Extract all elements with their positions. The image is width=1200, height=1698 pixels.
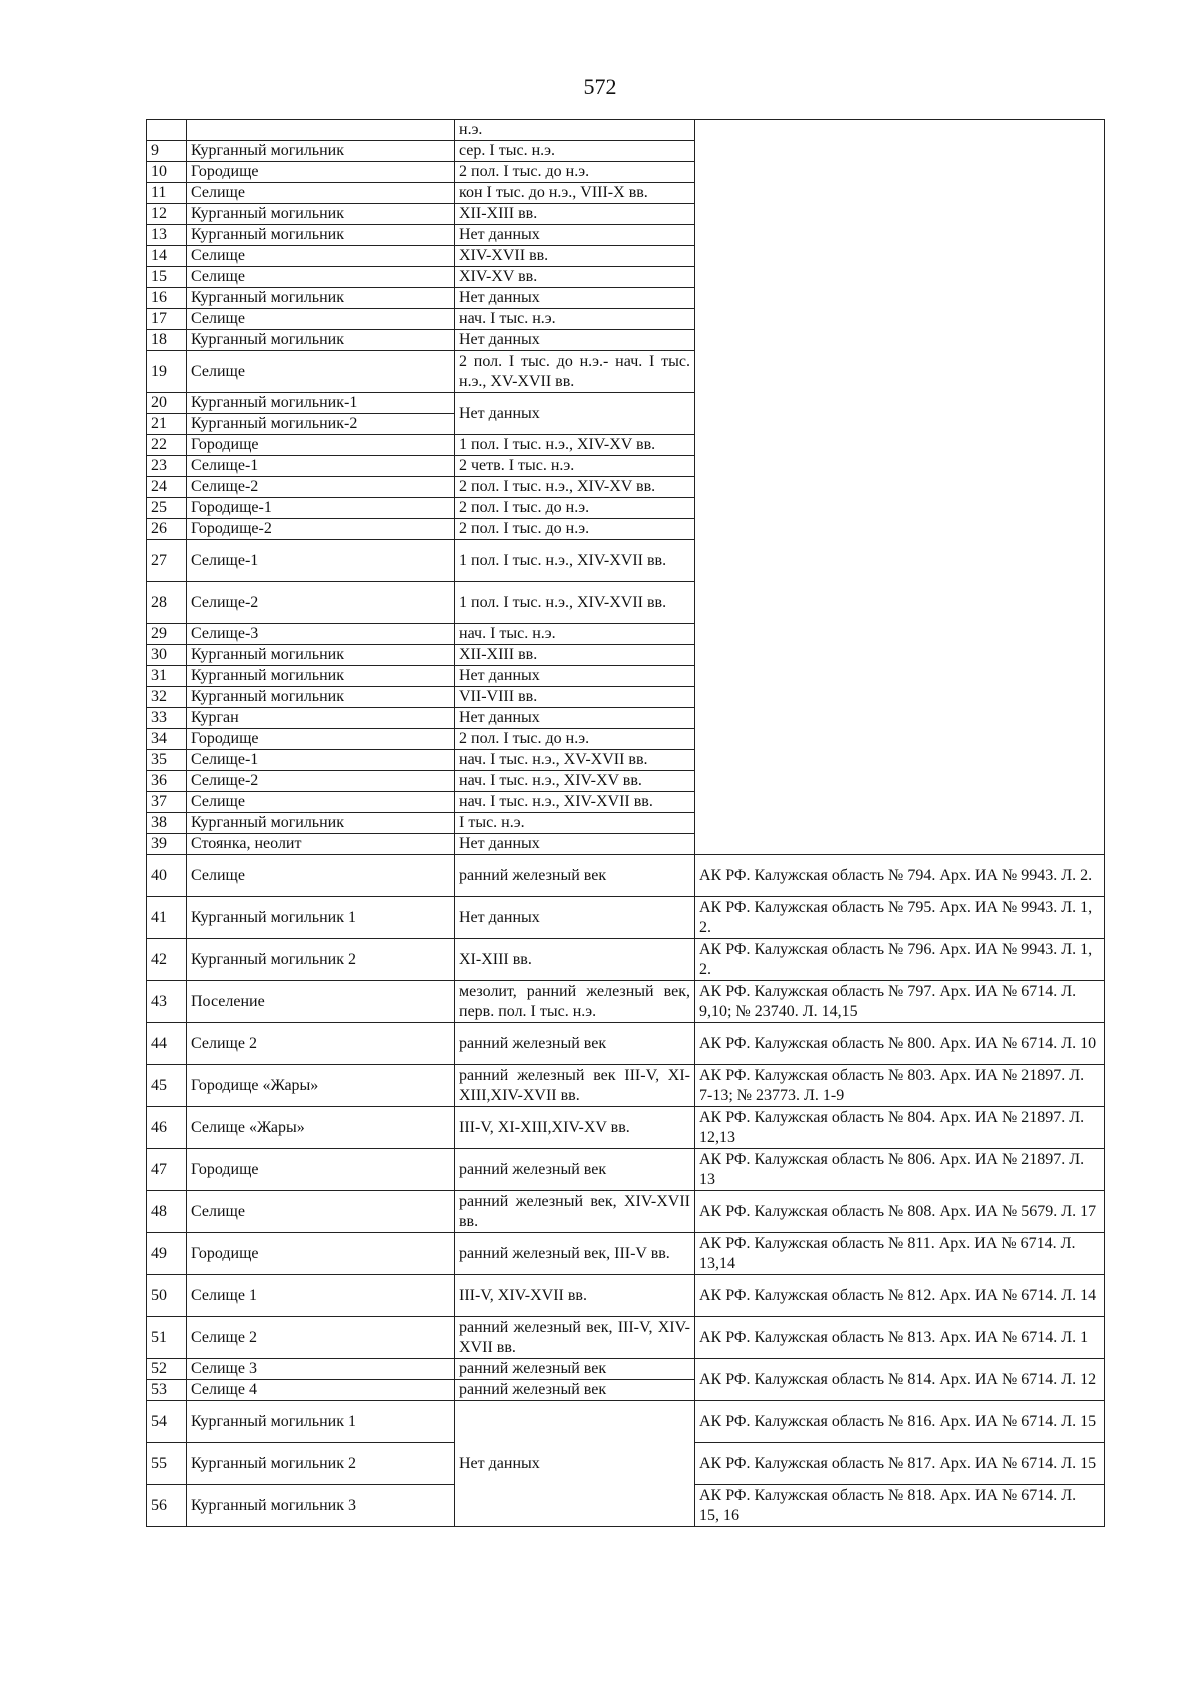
row-number: 29 <box>147 624 187 645</box>
site-source: АК РФ. Калужская область № 803. Арх. ИА № 21897. Л. 7-13; № 23773. Л. 1-9 <box>695 1065 1105 1107</box>
row-number: 25 <box>147 498 187 519</box>
site-date: ранний железный век, III-V, XIV-XVII вв. <box>455 1317 695 1359</box>
row-number <box>147 120 187 141</box>
table-row <box>147 1065 1105 1107</box>
row-number: 11 <box>147 183 187 204</box>
site-name: Селище-1 <box>187 456 455 477</box>
site-name: Курганный могильник 2 <box>187 939 455 981</box>
site-date: нач. I тыс. н.э. <box>455 309 695 330</box>
site-name: Городище-2 <box>187 519 455 540</box>
site-date: 2 пол. I тыс. до н.э. <box>455 729 695 750</box>
site-name: Городище <box>187 162 455 183</box>
site-source: АК РФ. Калужская область № 796. Арх. ИА № 9943. Л. 1, 2. <box>695 939 1105 981</box>
site-name: Селище <box>187 351 455 393</box>
row-number: 27 <box>147 540 187 582</box>
table-row <box>147 939 1105 981</box>
row-number: 49 <box>147 1233 187 1275</box>
row-number: 43 <box>147 981 187 1023</box>
row-number: 39 <box>147 834 187 855</box>
site-date: III-V, XIV-XVII вв. <box>455 1275 695 1317</box>
row-number: 9 <box>147 141 187 162</box>
site-name: Курган <box>187 708 455 729</box>
site-name: Селище 4 <box>187 1380 455 1401</box>
site-date: нач. I тыс. н.э. <box>455 624 695 645</box>
site-source: АК РФ. Калужская область № 794. Арх. ИА № 9943. Л. 2. <box>695 855 1105 897</box>
row-number: 15 <box>147 267 187 288</box>
row-number: 48 <box>147 1191 187 1233</box>
site-date: 1 пол. I тыс. н.э., XIV-XVII вв. <box>455 582 695 624</box>
site-source: АК РФ. Калужская область № 812. Арх. ИА № 6714. Л. 14 <box>695 1275 1105 1317</box>
row-number: 30 <box>147 645 187 666</box>
site-name: Селище-2 <box>187 477 455 498</box>
page-number: 572 <box>583 74 617 99</box>
row-number: 13 <box>147 225 187 246</box>
row-number: 20 <box>147 393 187 414</box>
table-row <box>147 1233 1105 1275</box>
site-date: ранний железный век III-V, XI-XIII,XIV-XVII вв. <box>455 1065 695 1107</box>
site-name: Курганный могильник 3 <box>187 1485 455 1527</box>
site-name: Курганный могильник 2 <box>187 1443 455 1485</box>
site-name: Селище-1 <box>187 540 455 582</box>
row-number: 23 <box>147 456 187 477</box>
row-number: 10 <box>147 162 187 183</box>
site-source: АК РФ. Калужская область № 813. Арх. ИА № 6714. Л. 1 <box>695 1317 1105 1359</box>
site-name: Селище-1 <box>187 750 455 771</box>
site-source: АК РФ. Калужская область № 816. Арх. ИА № 6714. Л. 15 <box>695 1401 1105 1443</box>
site-name: Селище «Жары» <box>187 1107 455 1149</box>
site-name: Селище-3 <box>187 624 455 645</box>
row-number: 56 <box>147 1485 187 1527</box>
table-row <box>147 1149 1105 1191</box>
row-number: 38 <box>147 813 187 834</box>
table-row <box>147 1275 1105 1317</box>
row-number: 50 <box>147 1275 187 1317</box>
site-name: Селище-2 <box>187 582 455 624</box>
site-name: Городище-1 <box>187 498 455 519</box>
site-date: сер. I тыс. н.э. <box>455 141 695 162</box>
site-name: Курганный могильник <box>187 687 455 708</box>
table-row <box>147 981 1105 1023</box>
site-date: Нет данных <box>455 708 695 729</box>
site-name: Курганный могильник 1 <box>187 897 455 939</box>
site-date: н.э. <box>455 120 695 141</box>
row-number: 55 <box>147 1443 187 1485</box>
site-date: 2 пол. I тыс. н.э., XIV-XV вв. <box>455 477 695 498</box>
row-number: 37 <box>147 792 187 813</box>
row-number: 42 <box>147 939 187 981</box>
site-name: Городище <box>187 1233 455 1275</box>
site-date: I тыс. н.э. <box>455 813 695 834</box>
site-date: III-V, XI-XIII,XIV-XV вв. <box>455 1107 695 1149</box>
site-name: Селище 1 <box>187 1275 455 1317</box>
site-source: АК РФ. Калужская область № 795. Арх. ИА № 9943. Л. 1, 2. <box>695 897 1105 939</box>
site-date: 2 пол. I тыс. до н.э. <box>455 519 695 540</box>
site-source: АК РФ. Калужская область № 818. Арх. ИА № 6714. Л. 15, 16 <box>695 1485 1105 1527</box>
row-number: 46 <box>147 1107 187 1149</box>
site-date: XIV-XV вв. <box>455 267 695 288</box>
site-name: Селище 2 <box>187 1023 455 1065</box>
row-number: 41 <box>147 897 187 939</box>
site-name: Селище <box>187 855 455 897</box>
site-date: 2 четв. I тыс. н.э. <box>455 456 695 477</box>
site-name: Селище <box>187 246 455 267</box>
row-number: 22 <box>147 435 187 456</box>
site-date: 2 пол. I тыс. до н.э.- нач. I тыс. н.э., XV-XVII вв. <box>455 351 695 393</box>
row-number: 47 <box>147 1149 187 1191</box>
table-row <box>147 1191 1105 1233</box>
site-date: XIV-XVII вв. <box>455 246 695 267</box>
site-date: 2 пол. I тыс. до н.э. <box>455 498 695 519</box>
site-date: нач. I тыс. н.э., XIV-XV вв. <box>455 771 695 792</box>
row-number: 26 <box>147 519 187 540</box>
site-source: АК РФ. Калужская область № 806. Арх. ИА № 21897. Л. 13 <box>695 1149 1105 1191</box>
site-date: Нет данных <box>455 393 695 435</box>
site-name: Курганный могильник-2 <box>187 414 455 435</box>
site-source: АК РФ. Калужская область № 811. Арх. ИА № 6714. Л. 13,14 <box>695 1233 1105 1275</box>
row-number: 21 <box>147 414 187 435</box>
site-name: Курганный могильник <box>187 204 455 225</box>
row-number: 52 <box>147 1359 187 1380</box>
row-number: 53 <box>147 1380 187 1401</box>
row-number: 31 <box>147 666 187 687</box>
site-name: Селище 2 <box>187 1317 455 1359</box>
site-date: Нет данных <box>455 1401 695 1527</box>
site-name: Курганный могильник <box>187 330 455 351</box>
row-number: 35 <box>147 750 187 771</box>
site-date: XII-XIII вв. <box>455 645 695 666</box>
row-number: 32 <box>147 687 187 708</box>
table-row <box>147 120 1105 141</box>
site-date: XII-XIII вв. <box>455 204 695 225</box>
site-name: Городище <box>187 729 455 750</box>
table-row <box>147 1317 1105 1359</box>
site-name: Селище-2 <box>187 771 455 792</box>
site-date: ранний железный век <box>455 1359 695 1380</box>
site-date: Нет данных <box>455 834 695 855</box>
site-name: Селище <box>187 267 455 288</box>
site-name <box>187 120 455 141</box>
row-number: 36 <box>147 771 187 792</box>
row-number: 17 <box>147 309 187 330</box>
site-date: 1 пол. I тыс. н.э., XIV-XVII вв. <box>455 540 695 582</box>
site-name: Курганный могильник 1 <box>187 1401 455 1443</box>
site-name: Курганный могильник-1 <box>187 393 455 414</box>
row-number: 51 <box>147 1317 187 1359</box>
row-number: 24 <box>147 477 187 498</box>
site-name: Курганный могильник <box>187 225 455 246</box>
table-row <box>147 1107 1105 1149</box>
site-date: ранний железный век <box>455 855 695 897</box>
site-name: Курганный могильник <box>187 813 455 834</box>
site-source: АК РФ. Калужская область № 817. Арх. ИА № 6714. Л. 15 <box>695 1443 1105 1485</box>
row-number: 54 <box>147 1401 187 1443</box>
site-date: Нет данных <box>455 288 695 309</box>
site-date: мезолит, ранний железный век, перв. пол. I тыс. н.э. <box>455 981 695 1023</box>
row-number: 12 <box>147 204 187 225</box>
row-number: 18 <box>147 330 187 351</box>
table-row <box>147 1359 1105 1380</box>
row-number: 16 <box>147 288 187 309</box>
site-date: 1 пол. I тыс. н.э., XIV-XV вв. <box>455 435 695 456</box>
site-name: Селище <box>187 309 455 330</box>
site-name: Селище 3 <box>187 1359 455 1380</box>
site-date: XI-XIII вв. <box>455 939 695 981</box>
site-name: Поселение <box>187 981 455 1023</box>
site-date: Нет данных <box>455 330 695 351</box>
site-date: Нет данных <box>455 897 695 939</box>
site-date: Нет данных <box>455 225 695 246</box>
site-name: Городище <box>187 435 455 456</box>
row-number: 33 <box>147 708 187 729</box>
site-name: Селище <box>187 183 455 204</box>
site-date: нач. I тыс. н.э., XV-XVII вв. <box>455 750 695 771</box>
site-date: нач. I тыс. н.э., XIV-XVII вв. <box>455 792 695 813</box>
table-row <box>147 1401 1105 1443</box>
site-source: АК РФ. Калужская область № 814. Арх. ИА № 6714. Л. 12 <box>695 1359 1105 1401</box>
site-source: АК РФ. Калужская область № 797. Арх. ИА № 6714. Л. 9,10; № 23740. Л. 14,15 <box>695 981 1105 1023</box>
monuments-table <box>146 119 1105 1527</box>
site-name: Селище <box>187 1191 455 1233</box>
site-source: АК РФ. Калужская область № 800. Арх. ИА № 6714. Л. 10 <box>695 1023 1105 1065</box>
site-date: ранний железный век <box>455 1380 695 1401</box>
row-number: 44 <box>147 1023 187 1065</box>
site-source-empty <box>695 120 1105 855</box>
site-name: Курганный могильник <box>187 645 455 666</box>
site-name: Городище «Жары» <box>187 1065 455 1107</box>
site-date: ранний железный век, III-V вв. <box>455 1233 695 1275</box>
row-number: 28 <box>147 582 187 624</box>
row-number: 45 <box>147 1065 187 1107</box>
site-name: Курганный могильник <box>187 288 455 309</box>
site-name: Стоянка, неолит <box>187 834 455 855</box>
table-row <box>147 897 1105 939</box>
row-number: 14 <box>147 246 187 267</box>
site-date: ранний железный век <box>455 1149 695 1191</box>
site-date: VII-VIII вв. <box>455 687 695 708</box>
site-date: Нет данных <box>455 666 695 687</box>
site-name: Городище <box>187 1149 455 1191</box>
row-number: 40 <box>147 855 187 897</box>
site-name: Курганный могильник <box>187 666 455 687</box>
site-date: ранний железный век <box>455 1023 695 1065</box>
site-name: Селище <box>187 792 455 813</box>
table-row <box>147 1023 1105 1065</box>
site-date: кон I тыс. до н.э., VIII-X вв. <box>455 183 695 204</box>
table-row <box>147 855 1105 897</box>
site-date: ранний железный век, XIV-XVII вв. <box>455 1191 695 1233</box>
site-name: Курганный могильник <box>187 141 455 162</box>
site-source: АК РФ. Калужская область № 804. Арх. ИА № 21897. Л. 12,13 <box>695 1107 1105 1149</box>
site-date: 2 пол. I тыс. до н.э. <box>455 162 695 183</box>
site-source: АК РФ. Калужская область № 808. Арх. ИА № 5679. Л. 17 <box>695 1191 1105 1233</box>
row-number: 34 <box>147 729 187 750</box>
row-number: 19 <box>147 351 187 393</box>
